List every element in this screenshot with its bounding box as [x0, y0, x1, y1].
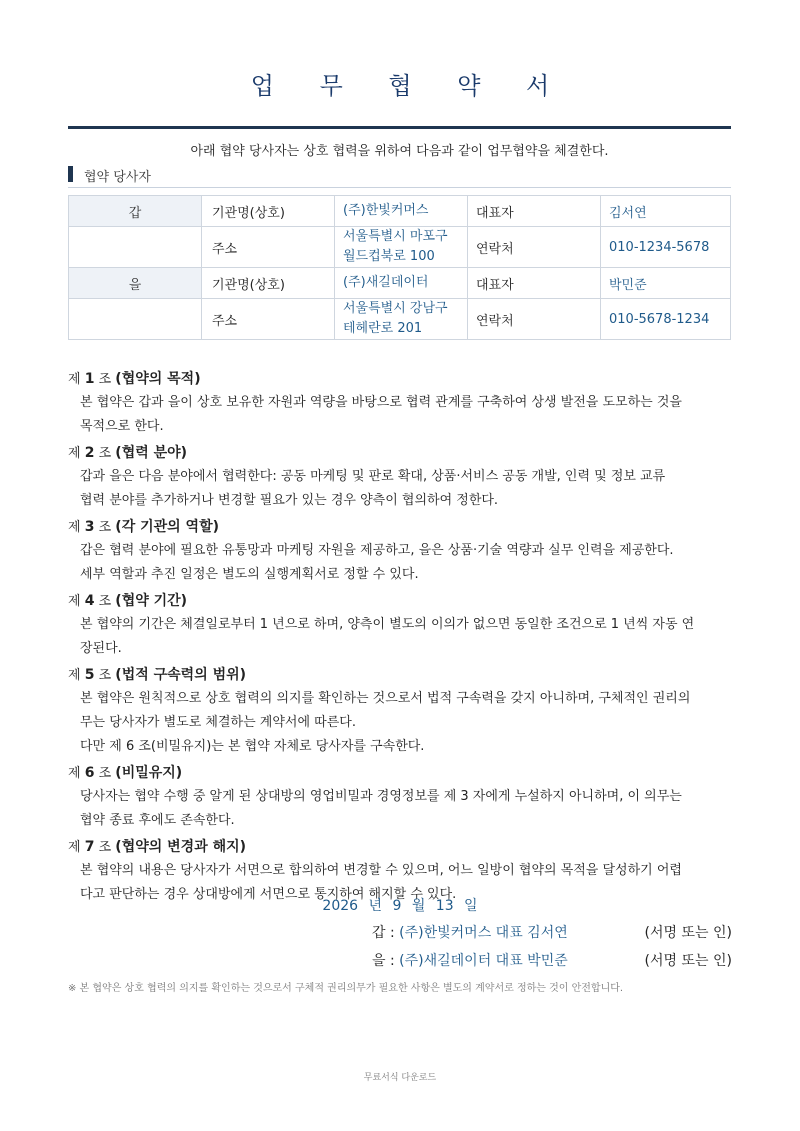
- signature-party-name: (주)한빛커머스 대표 김서연: [399, 925, 568, 941]
- article-number: 3: [84, 519, 95, 535]
- article-text-line: 갑은 협력 분야에 필요한 유통망과 마케팅 자원을 제공하고, 을은 상품·기술 역량과 실무 인력을 제공한다.: [80, 543, 674, 558]
- signature-party-label: 을 :: [372, 953, 395, 969]
- article-suffix: 조: [98, 520, 112, 535]
- address-line: 월드컵북로 100: [343, 249, 435, 264]
- article-prefix: 제: [68, 840, 81, 855]
- article-number: 1: [84, 371, 95, 387]
- article-suffix: 조: [98, 594, 112, 609]
- table-row: [69, 299, 731, 340]
- article-title: (협약의 목적): [115, 371, 201, 387]
- section-label: 협약 당사자: [84, 170, 151, 185]
- article-text-line: 무는 당사자가 별도로 체결하는 계약서에 따른다.: [80, 715, 356, 730]
- table-row: [69, 227, 731, 268]
- article-text-line: 세부 역할과 추진 일정은 별도의 실행계획서로 정할 수 있다.: [80, 567, 419, 582]
- article-heading: [68, 762, 731, 785]
- eul-address-value: [335, 299, 468, 340]
- article-text-line: 목적으로 한다.: [80, 419, 164, 434]
- article-text-line: 당사자는 협약 수행 중 알게 된 상대방의 영업비밀과 경영정보를 제 3 자에게 누설하지 아니하며, 이 의무는: [80, 789, 682, 804]
- signature-line-gap: [372, 922, 732, 942]
- table-row: [69, 268, 731, 299]
- article-text-line: 다만 제 6 조(비밀유지)는 본 협약 자체로 당사자를 구속한다.: [80, 739, 425, 754]
- article-title: (협약의 변경과 해지): [115, 839, 247, 855]
- address-line: 테헤란로 201: [343, 321, 423, 336]
- article-prefix: 제: [68, 520, 81, 535]
- address-line: 서울특별시 마포구: [343, 229, 448, 244]
- contact-label: 연락처: [468, 299, 601, 340]
- contact-label: 연락처: [468, 227, 601, 268]
- article-title: (비밀유지): [115, 765, 183, 781]
- article-number: 4: [84, 593, 95, 609]
- gap-org-value: (주)한빛커머스: [335, 196, 468, 227]
- party-eul-label: 을: [69, 268, 202, 299]
- article-number: 7: [84, 839, 95, 855]
- article-4: [68, 590, 731, 661]
- footnote: ※ 본 협약은 상호 협력의 의지를 확인하는 것으로서 구체적 권리의무가 필요한 사항은 별도의 계약서로 정하는 것이 안전합니다.: [68, 983, 624, 994]
- article-text-line: 본 협약의 내용은 당사자가 서면으로 합의하여 변경할 수 있으며, 어느 일방이 협약의 목적을 달성하기 어렵: [80, 863, 682, 878]
- signature-mark-label: (서명 또는 인): [644, 925, 732, 941]
- article-heading: [68, 664, 731, 687]
- article-prefix: 제: [68, 594, 81, 609]
- article-1: [68, 368, 731, 439]
- party-gap-label: 갑: [69, 196, 202, 227]
- article-text-line: 협력 분야를 추가하거나 변경할 필요가 있는 경우 양측이 협의하여 정한다.: [80, 493, 499, 508]
- parties-table: [68, 195, 731, 340]
- article-number: 2: [84, 445, 95, 461]
- title-divider: [68, 126, 731, 129]
- article-title: (법적 구속력의 범위): [115, 667, 247, 683]
- table-row: [69, 196, 731, 227]
- article-5: [68, 664, 731, 759]
- article-prefix: 제: [68, 372, 81, 387]
- article-2: [68, 442, 731, 513]
- article-title: (각 기관의 역할): [115, 519, 219, 535]
- rep-label: 대표자: [468, 196, 601, 227]
- footer-link-text: 무료서식 다운로드: [363, 1073, 437, 1083]
- section-marker: [68, 166, 73, 182]
- intro-text: 아래 협약 당사자는 상호 협력을 위하여 다음과 같이 업무협약을 체결한다.: [190, 144, 609, 159]
- article-prefix: 제: [68, 668, 81, 683]
- article-number: 5: [84, 667, 95, 683]
- gap-address-value: [335, 227, 468, 268]
- article-suffix: 조: [98, 840, 112, 855]
- articles-list: [68, 368, 731, 910]
- signature-party-name: (주)새길데이터 대표 박민준: [399, 953, 568, 969]
- article-3: [68, 516, 731, 587]
- article-text-line: 협약 종료 후에도 존속한다.: [80, 813, 235, 828]
- gap-rep-value: 김서연: [601, 196, 731, 227]
- signature-party-label: 갑 :: [372, 925, 395, 941]
- org-label: 기관명(상호): [202, 196, 335, 227]
- article-title: (협력 분야): [115, 445, 188, 461]
- article-heading: [68, 442, 731, 465]
- article-prefix: 제: [68, 446, 81, 461]
- address-label: 주소: [202, 227, 335, 268]
- document-title: 업 무 협 약 서: [250, 72, 569, 100]
- article-heading: [68, 368, 731, 391]
- article-heading: [68, 590, 731, 613]
- org-label: 기관명(상호): [202, 268, 335, 299]
- gap-contact-value: 010-1234-5678: [601, 227, 731, 268]
- eul-org-value: (주)새길데이터: [335, 268, 468, 299]
- article-text-line: 다고 판단하는 경우 상대방에게 서면으로 통지하여 해지할 수 있다.: [80, 887, 457, 902]
- article-suffix: 조: [98, 372, 112, 387]
- article-suffix: 조: [98, 446, 112, 461]
- article-suffix: 조: [98, 766, 112, 781]
- article-suffix: 조: [98, 668, 112, 683]
- article-text-line: 본 협약은 원칙적으로 상호 협력의 의지를 확인하는 것으로서 법적 구속력을 갖지 아니하며, 구체적인 권리의: [80, 691, 691, 706]
- address-label: 주소: [202, 299, 335, 340]
- party-cell-empty: [69, 227, 202, 268]
- article-text-line: 갑과 을은 다음 분야에서 협력한다: 공동 마케팅 및 판로 확대, 상품·서비스 공동 개발, 인력 및 정보 교류: [80, 469, 666, 484]
- eul-contact-value: 010-5678-1234: [601, 299, 731, 340]
- article-text-line: 장된다.: [80, 641, 122, 656]
- party-cell-empty: [69, 299, 202, 340]
- article-6: [68, 762, 731, 833]
- agreement-date: 2026 년 9 월 13 일: [322, 898, 478, 914]
- article-heading: [68, 836, 731, 859]
- signature-mark-label: (서명 또는 인): [644, 953, 732, 969]
- address-line: 서울특별시 강남구: [343, 301, 448, 316]
- article-prefix: 제: [68, 766, 81, 781]
- article-text-line: 본 협약의 기간은 체결일로부터 1 년으로 하며, 양측이 별도의 이의가 없으면 동일한 조건으로 1 년씩 자동 연: [80, 617, 695, 632]
- article-number: 6: [84, 765, 95, 781]
- section-header: [68, 164, 731, 188]
- signature-line-eul: [372, 950, 732, 970]
- article-title: (협약 기간): [115, 593, 188, 609]
- article-text-line: 본 협약은 갑과 을이 상호 보유한 자원과 역량을 바탕으로 협력 관계를 구축하여 상생 발전을 도모하는 것을: [80, 395, 682, 410]
- rep-label: 대표자: [468, 268, 601, 299]
- eul-rep-value: 박민준: [601, 268, 731, 299]
- article-heading: [68, 516, 731, 539]
